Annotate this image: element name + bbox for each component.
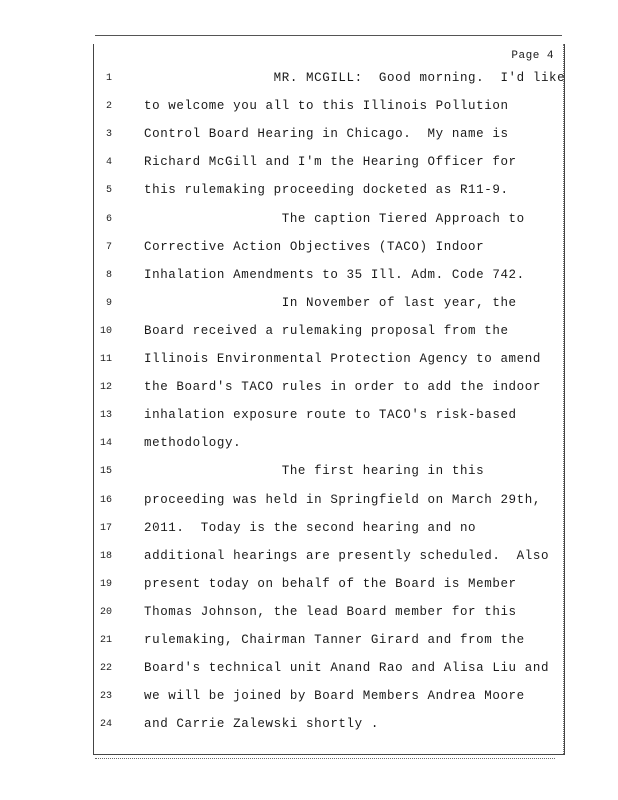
transcript-line: [94, 436, 564, 464]
line-text: to welcome you all to this Illinois Pollution: [144, 99, 509, 114]
transcript-line: [94, 268, 564, 296]
transcript-line: [94, 183, 564, 211]
line-text: additional hearings are presently scheduled. Also: [144, 548, 550, 563]
transcript-line: [94, 464, 564, 492]
footer-rule: [95, 758, 555, 761]
line-text: Corrective Action Objectives (TACO) Indoor: [144, 239, 485, 254]
line-text: we will be joined by Board Members Andrea Moore: [144, 689, 525, 704]
line-number: 17: [99, 522, 112, 534]
line-number: 22: [99, 663, 112, 675]
line-number: 2: [105, 101, 112, 113]
line-text: Control Board Hearing in Chicago. My name is: [144, 127, 509, 142]
line-number: 24: [99, 719, 112, 731]
transcript-line: [94, 155, 564, 183]
page-number: Page 4: [511, 50, 554, 62]
transcript-line: [94, 521, 564, 549]
line-number: 11: [99, 354, 112, 365]
line-number: 20: [99, 606, 112, 618]
line-number: 23: [99, 691, 112, 703]
line-number: 21: [99, 635, 112, 646]
line-number: 14: [99, 438, 112, 450]
line-text: the Board's TACO rules in order to add the indoor: [144, 380, 541, 395]
line-text: Inhalation Amendments to 35 Ill. Adm. Code 742.: [144, 267, 525, 282]
transcript-page: [93, 44, 565, 755]
transcript-line: [94, 71, 564, 99]
line-number: 5: [105, 185, 112, 197]
line-text: proceeding was held in Springfield on March 29th,: [144, 492, 541, 507]
transcript-line: [94, 577, 564, 605]
transcript-line: [94, 661, 564, 689]
line-number: 13: [99, 410, 112, 422]
top-rule: [95, 35, 562, 36]
transcript-line: [94, 633, 564, 661]
line-text: inhalation exposure route to TACO's risk-based: [144, 408, 517, 423]
transcript-line: [94, 240, 564, 268]
line-number: 6: [105, 213, 112, 225]
line-number: 10: [99, 325, 112, 337]
transcript-line: [94, 324, 564, 352]
line-text: this rulemaking proceeding docketed as R11-9.: [144, 183, 509, 198]
line-number: 12: [99, 382, 112, 394]
line-text: In November of last year, the: [144, 295, 517, 310]
line-text: Illinois Environmental Protection Agency to amend: [144, 352, 541, 366]
line-text: Board's technical unit Anand Rao and Alisa Liu and: [144, 661, 550, 676]
line-text: MR. MCGILL: Good morning. I'd like: [144, 71, 566, 85]
transcript-line: [94, 717, 564, 745]
line-number: 15: [99, 466, 112, 478]
transcript-line: [94, 605, 564, 633]
line-text: The first hearing in this: [144, 464, 485, 479]
transcript-line: [94, 380, 564, 408]
transcript-line: [94, 127, 564, 155]
transcript-line: [94, 99, 564, 127]
transcript-line: [94, 549, 564, 577]
line-number: 1: [105, 73, 112, 84]
line-text: methodology.: [144, 436, 242, 451]
line-text: and Carrie Zalewski shortly .: [144, 717, 379, 732]
transcript-line: [94, 352, 564, 380]
transcript-lines: [94, 44, 564, 754]
line-number: 9: [105, 297, 112, 309]
line-number: 8: [105, 269, 112, 281]
transcript-line: [94, 212, 564, 240]
line-number: 3: [105, 129, 112, 141]
line-text: Board received a rulemaking proposal from the: [144, 323, 509, 338]
line-text: present today on behalf of the Board is Member: [144, 576, 517, 591]
line-text: 2011. Today is the second hearing and no: [144, 520, 477, 535]
line-number: 7: [105, 241, 112, 253]
transcript-line: [94, 408, 564, 436]
transcript-line: [94, 296, 564, 324]
line-text: Richard McGill and I'm the Hearing Officer for: [144, 155, 517, 170]
line-number: 19: [99, 578, 112, 590]
line-text: rulemaking, Chairman Tanner Girard and from the: [144, 633, 525, 647]
transcript-line: [94, 493, 564, 521]
line-text: Thomas Johnson, the lead Board member for this: [144, 604, 517, 619]
transcript-line: [94, 689, 564, 717]
line-text: The caption Tiered Approach to: [144, 211, 525, 226]
line-number: 4: [105, 157, 112, 169]
line-number: 16: [99, 494, 112, 506]
line-number: 18: [99, 550, 112, 562]
